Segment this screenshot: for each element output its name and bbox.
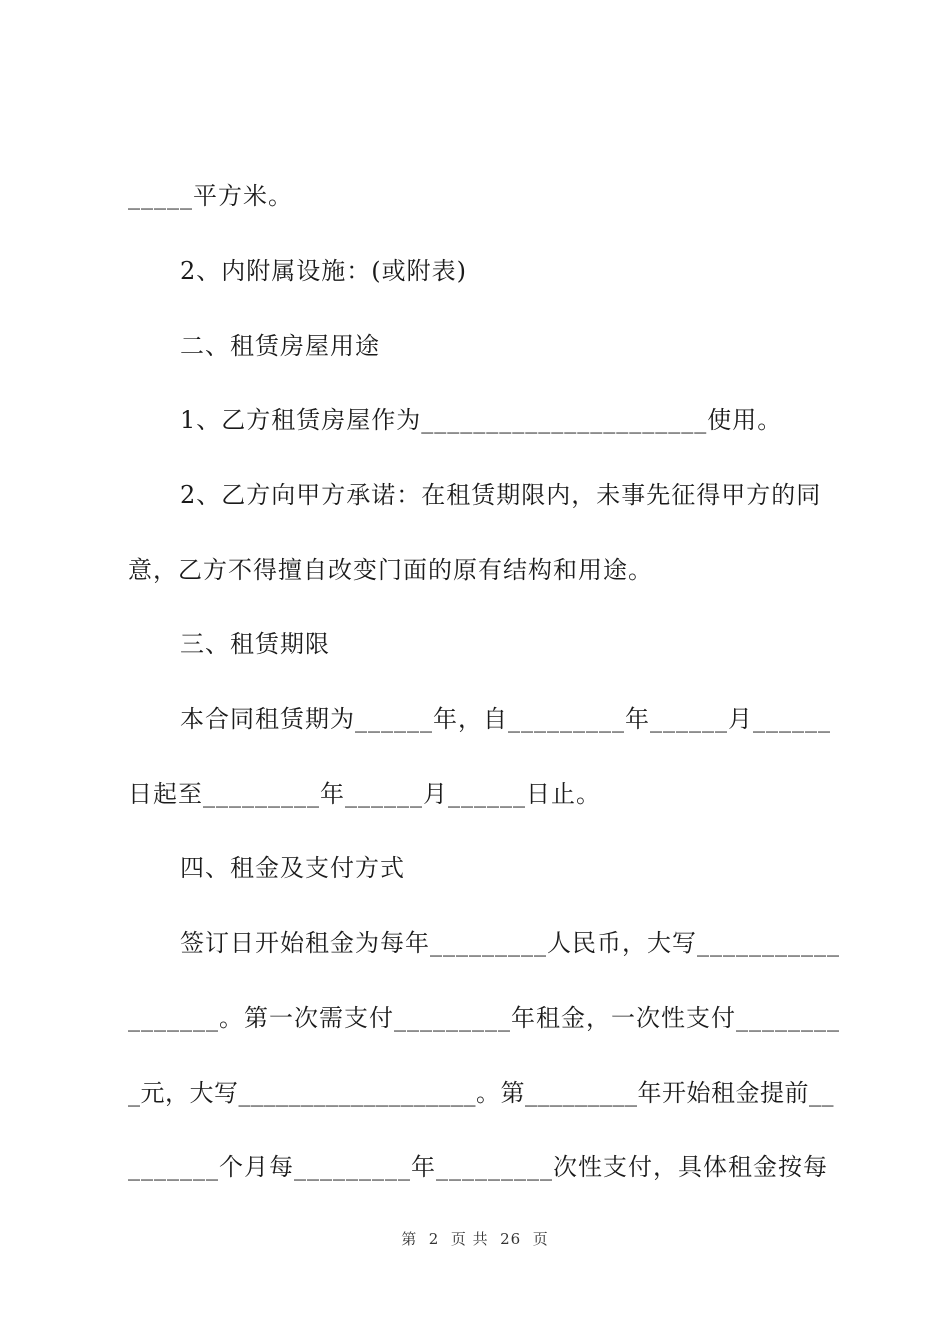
section-heading: 二、租赁房屋用途 xyxy=(180,332,380,360)
body-line: 意，乙方不得擅自改变门面的原有结构和用途。 xyxy=(128,556,653,584)
body-line: _______。第一次需支付_________年租金，一次性支付________ xyxy=(128,1004,840,1032)
body-line: 日起至_________年______月______日止。 xyxy=(128,780,601,808)
body-line: 2、内附属设施：(或附表) xyxy=(180,257,467,285)
body-line: _元，大写___________________。第_________年开始租金提前__ xyxy=(128,1079,834,1107)
page-number-footer: 第 2 页 共 26 页 xyxy=(401,1230,549,1248)
body-line: 2、乙方向甲方承诺：在租赁期限内，未事先征得甲方的同 xyxy=(180,481,822,509)
body-line: 签订日开始租金为每年_________人民币，大写___________ xyxy=(180,929,840,957)
section-heading: 三、租赁期限 xyxy=(180,630,330,658)
body-line: _____平方米。 xyxy=(128,182,293,210)
body-line: _______个月每_________年_________次性支付，具体租金按每 xyxy=(128,1153,828,1181)
body-line: 1、乙方租赁房屋作为______________________使用。 xyxy=(180,406,783,434)
body-line: 本合同租赁期为______年，自_________年______月______ xyxy=(180,705,831,733)
section-heading: 四、租金及支付方式 xyxy=(180,854,405,882)
